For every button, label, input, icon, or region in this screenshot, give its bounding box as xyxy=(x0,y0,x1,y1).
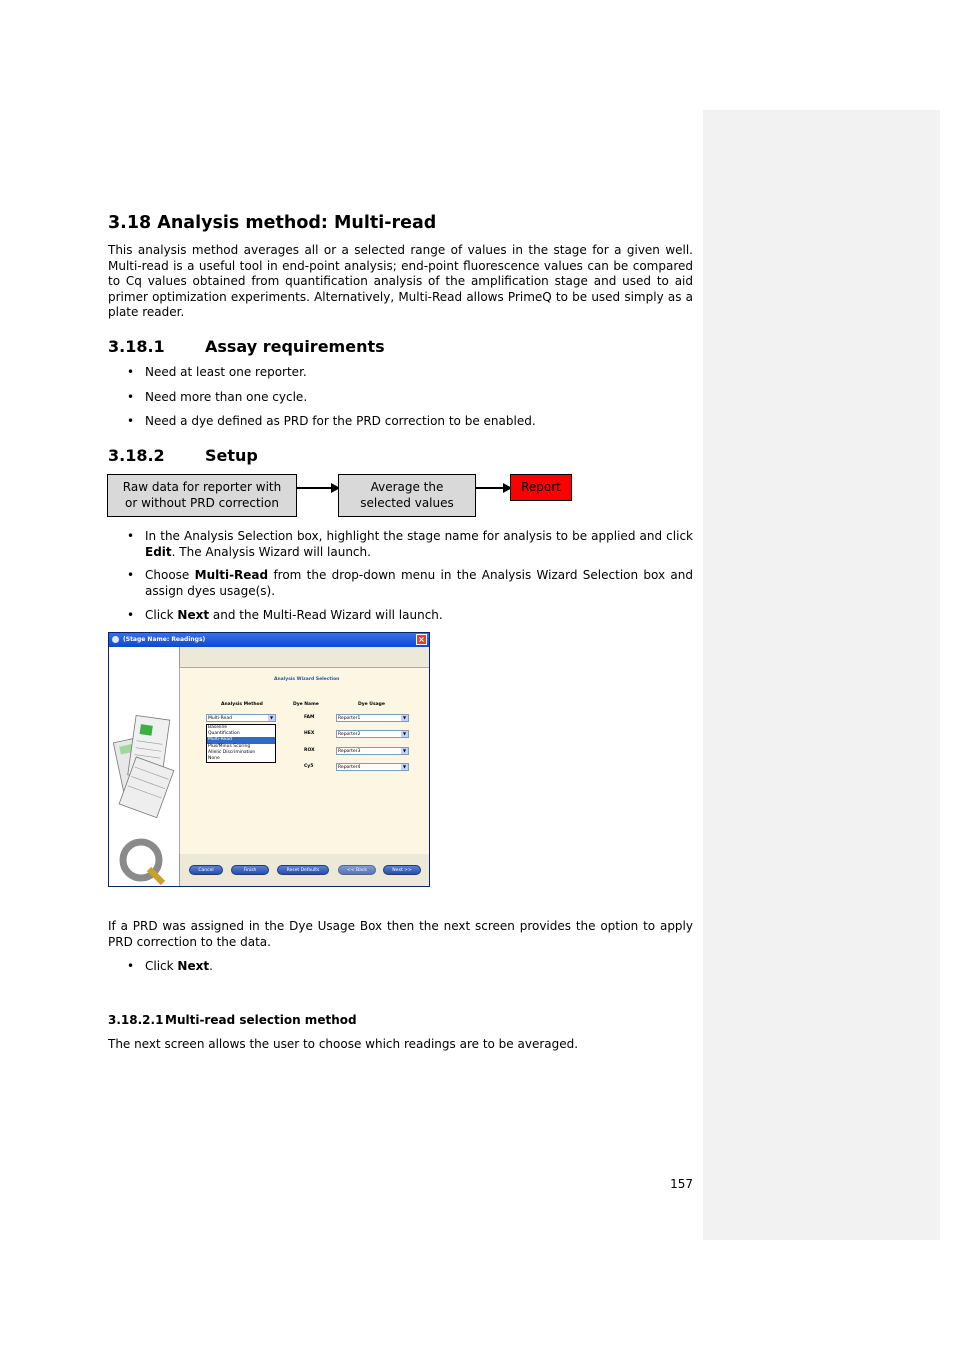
chevron-down-icon[interactable]: ▼ xyxy=(402,748,407,753)
multiread-title: Multi-read selection method xyxy=(165,1013,357,1027)
dye-usage-select[interactable]: Reporter2 ▼ xyxy=(336,730,409,738)
list-item: • Click Next and the Multi-Read Wizard will launch. xyxy=(127,608,443,622)
multiread-paragraph: The next screen allows the user to choose which readings are to be averaged. xyxy=(108,1037,579,1051)
comment-margin-panel xyxy=(703,110,940,1240)
dye-name: Cy5 xyxy=(304,764,314,769)
section-title: 3.18 Analysis method: Multi-read xyxy=(108,213,437,233)
assay-title: Assay requirements xyxy=(205,337,385,356)
chevron-down-icon[interactable]: ▼ xyxy=(402,715,407,720)
plates-illustration-icon xyxy=(109,647,179,887)
bullet-glyph: • xyxy=(127,414,135,428)
multiread-heading xyxy=(108,1013,357,1027)
dye-usage-select[interactable]: Reporter3 ▼ xyxy=(336,747,409,755)
bullet-glyph: • xyxy=(127,529,135,543)
multiread-number: 3.18.2.1 xyxy=(108,1013,164,1027)
back-button[interactable]: << Back xyxy=(338,865,376,875)
list-item: • In the Analysis Selection box, highlight the stage name for analysis to be applied and click Edit. The Analysis Wizard will launch. xyxy=(127,529,693,559)
list-item: • Click Next. xyxy=(127,959,213,973)
col-header-dye: Dye Name xyxy=(293,702,319,707)
assay-number: 3.18.1 xyxy=(108,337,165,356)
bullet-glyph: • xyxy=(127,365,135,379)
app-icon xyxy=(112,636,119,643)
flow-arrow xyxy=(476,487,503,489)
list-item: • Need a dye defined as PRD for the PRD correction to be enabled. xyxy=(127,414,536,428)
list-item: • Need more than one cycle. xyxy=(127,390,308,404)
dye-name: HEX xyxy=(304,731,315,736)
list-item[interactable]: Quantification xyxy=(208,731,240,737)
method-select[interactable]: Multi-Read ▼ xyxy=(206,714,276,722)
next-button[interactable]: Next >> xyxy=(383,865,421,875)
wizard-side-graphic xyxy=(109,647,180,887)
setup-title: Setup xyxy=(205,446,258,465)
wizard-window-screenshot xyxy=(108,632,430,887)
prd-paragraph: If a PRD was assigned in the Dye Usage Box then the next screen provides the option to apply PRD correction to the data. xyxy=(108,919,693,949)
cancel-button[interactable]: Cancel xyxy=(189,865,223,875)
list-item[interactable]: Allelic Discrimination xyxy=(208,749,256,755)
window-titlebar xyxy=(109,633,429,647)
list-item[interactable]: Plus/Minus Scoring xyxy=(208,743,251,749)
col-header-usage: Dye Usage xyxy=(358,702,385,707)
dye-usage-select[interactable]: Reporter1 ▼ xyxy=(336,714,409,722)
finish-button[interactable]: Finish xyxy=(231,865,269,875)
list-item[interactable]: Multi-Read xyxy=(207,737,275,743)
dye-name: FAM xyxy=(304,715,315,720)
setup-number: 3.18.2 xyxy=(108,446,165,465)
col-header-method: Analysis Method xyxy=(221,702,263,707)
close-icon[interactable]: × xyxy=(416,634,427,645)
assay-heading xyxy=(108,337,385,356)
bullet-glyph: • xyxy=(127,390,135,404)
method-dropdown-list[interactable] xyxy=(206,724,276,763)
panel-title: Analysis Wizard Selection xyxy=(274,677,340,682)
bullet-glyph: • xyxy=(127,608,135,622)
dye-name: ROX xyxy=(304,748,315,753)
window-title: (Stage Name: Readings) xyxy=(123,636,206,643)
flow-box-report: Report xyxy=(510,474,572,501)
chevron-down-icon[interactable]: ▼ xyxy=(402,764,407,769)
reset-defaults-button[interactable]: Reset Defaults xyxy=(277,865,329,875)
list-item: • Choose Multi-Read from the drop-down menu in the Analysis Wizard Selection box and assign dyes usage(s). xyxy=(127,568,693,598)
bullet-glyph: • xyxy=(127,959,135,973)
bullet-glyph: • xyxy=(127,568,135,582)
list-item[interactable]: None xyxy=(208,756,220,762)
list-item: • Need at least one reporter. xyxy=(127,365,307,379)
chevron-down-icon[interactable]: ▼ xyxy=(269,715,274,720)
intro-paragraph: This analysis method averages all or a selected range of values in the stage for a given well. Multi-read is a useful tool in end-point analysis; end-point fluorescence values can be compared to Cq values obtained from quantification analysis of the amplification stage and used to aid primer optimization experiments. Alternatively, Multi-Read allows PrimeQ to be used simply as a plate reader. xyxy=(108,243,693,319)
dye-usage-select[interactable]: Reporter4 ▼ xyxy=(336,763,409,771)
list-item[interactable]: Baseline xyxy=(208,725,228,730)
flow-arrow xyxy=(297,487,331,489)
flow-box-average: Average the selected values xyxy=(338,474,476,517)
chevron-down-icon[interactable]: ▼ xyxy=(402,731,407,736)
setup-heading xyxy=(108,446,258,465)
flow-box-raw-data: Raw data for reporter with or without PRD correction xyxy=(107,474,297,517)
page-number: 157 xyxy=(670,1177,693,1191)
